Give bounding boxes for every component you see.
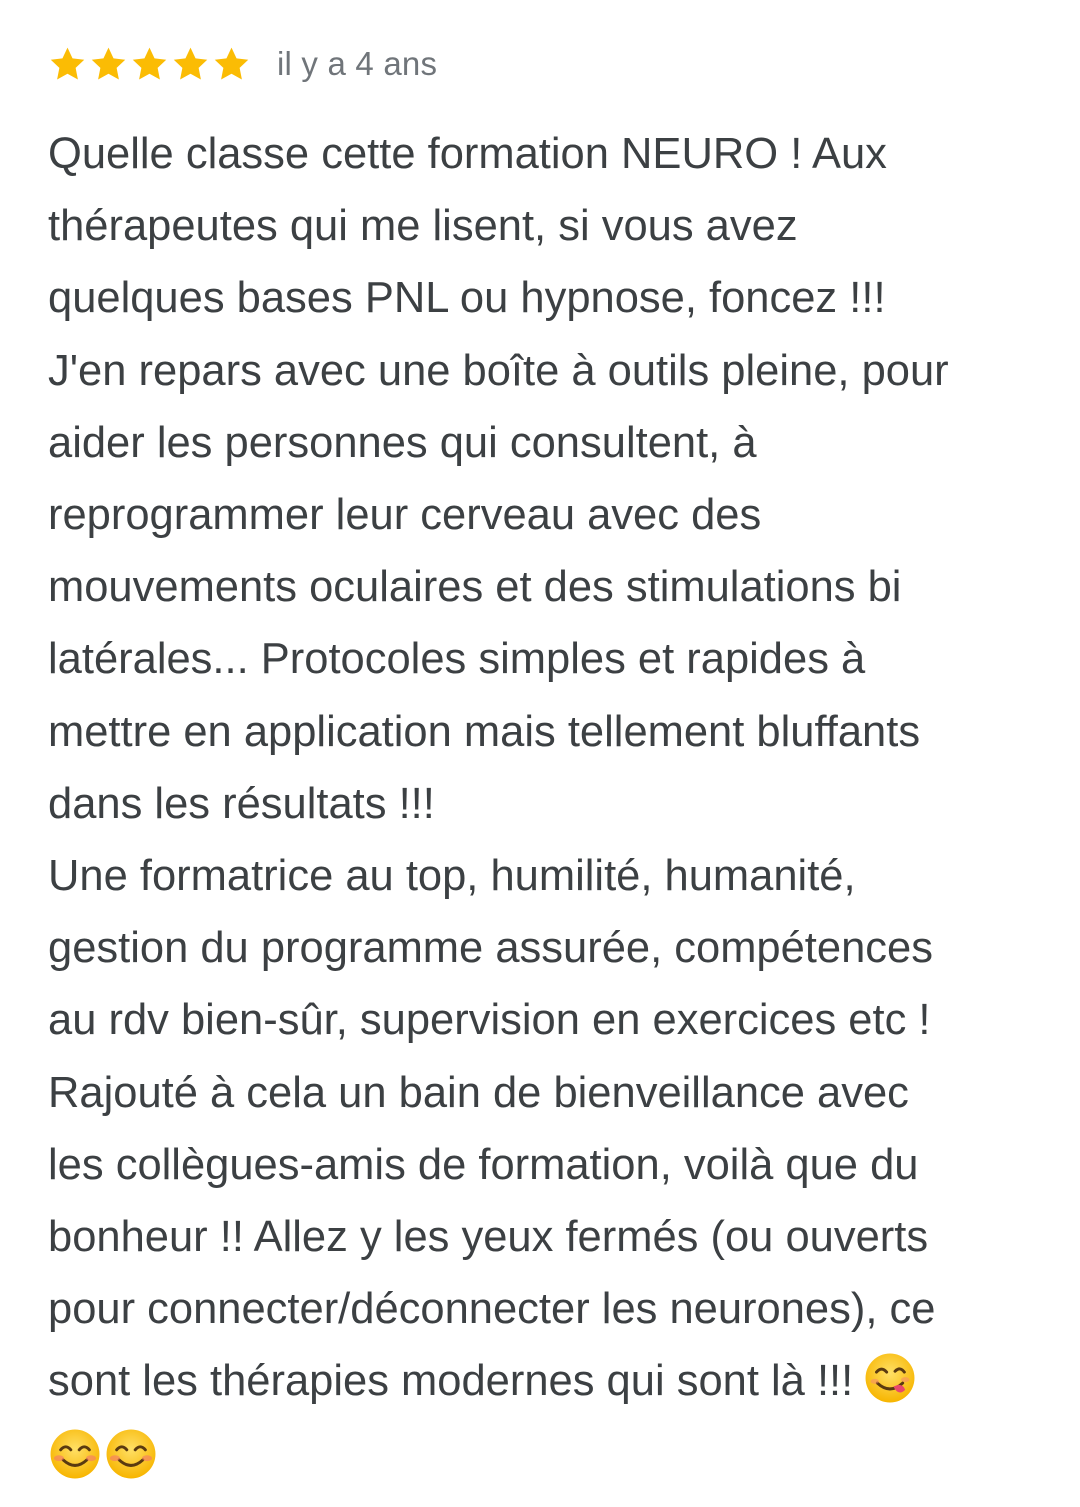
review-line: Rajouté à cela un bain de bienveillance avec: [48, 1068, 909, 1117]
review-body: [48, 118, 1048, 1490]
star-icon: [89, 45, 128, 84]
review-date: il y a 4 ans: [277, 45, 438, 82]
face-savoring-food-icon: [863, 1351, 917, 1405]
review-line-text: sont les thérapies modernes qui sont là !!!: [48, 1357, 854, 1406]
star-icon: [212, 45, 251, 84]
review-line: gestion du programme assurée, compétences: [48, 924, 933, 973]
review-line: reprogrammer leur cerveau avec des: [48, 491, 762, 540]
smiling-face-with-smiling-eyes-icon: [48, 1427, 102, 1481]
smiling-face-with-smiling-eyes-icon: [104, 1427, 158, 1481]
emoji-row: [48, 1418, 1048, 1490]
review-line: J'en repars avec une boîte à outils pleine, pour: [48, 346, 949, 395]
star-icon: [130, 45, 169, 84]
star-icon: [171, 45, 210, 84]
review-line: les collègues-amis de formation, voilà que du: [48, 1140, 919, 1189]
review-header: [48, 40, 437, 88]
review-line: mettre en application mais tellement bluffants: [48, 707, 921, 756]
star-rating: [48, 45, 251, 84]
review-line: bonheur !! Allez y les yeux fermés (ou ouverts: [48, 1213, 929, 1262]
review-line: thérapeutes qui me lisent, si vous avez: [48, 202, 798, 251]
review-line: dans les résultats !!!: [48, 779, 435, 828]
review-line: Une formatrice au top, humilité, humanité,: [48, 852, 856, 901]
review-line: Quelle classe cette formation NEURO ! Aux: [48, 130, 887, 178]
review-line: pour connecter/déconnecter les neurones), ce: [48, 1285, 936, 1334]
review-line: aider les personnes qui consultent, à: [48, 418, 757, 467]
review-line-last: [48, 1345, 1048, 1417]
review-line: quelques bases PNL ou hypnose, foncez !!!: [48, 274, 886, 323]
review-line: mouvements oculaires et des stimulations bi: [48, 563, 902, 612]
review-line: latérales... Protocoles simples et rapides à: [48, 635, 866, 684]
star-icon: [48, 45, 87, 84]
review-line: au rdv bien-sûr, supervision en exercices etc !: [48, 996, 931, 1045]
